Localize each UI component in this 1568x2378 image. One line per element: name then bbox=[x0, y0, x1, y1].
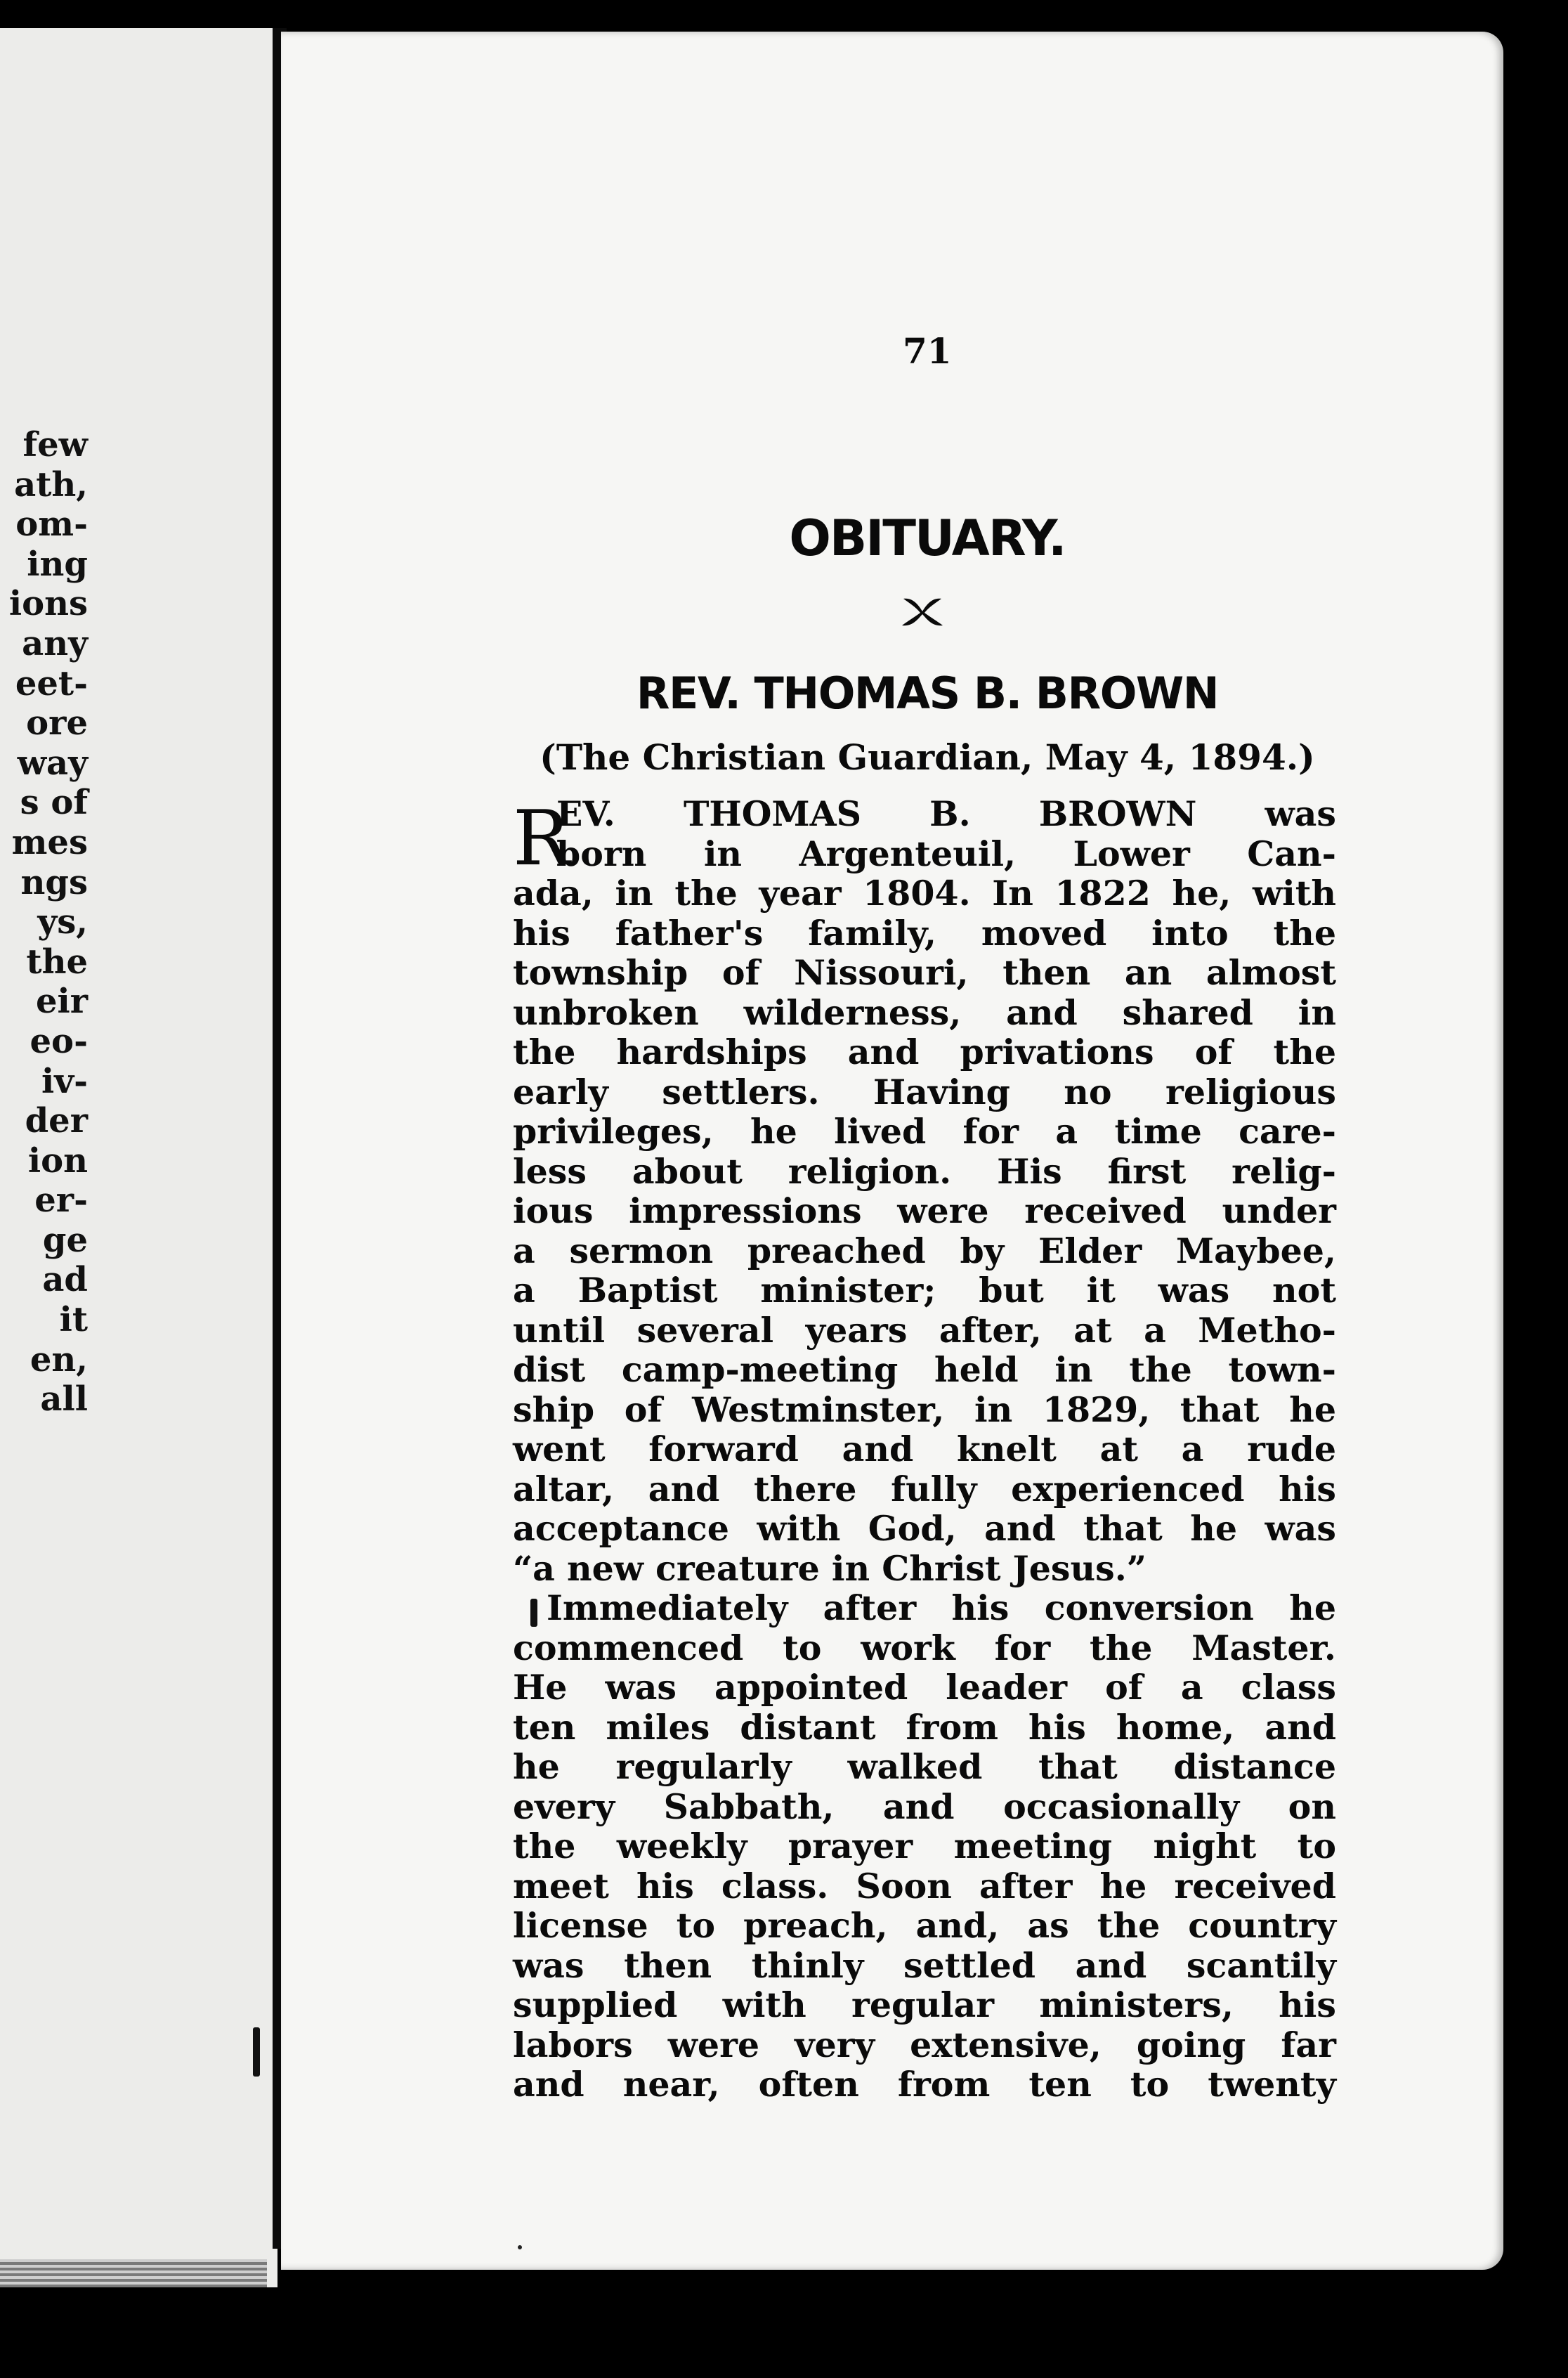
text-line: EV. THOMAS B. BROWN was bbox=[556, 793, 1336, 834]
left-line: ions bbox=[8, 584, 88, 624]
text-line: a Baptist minister; but it was not bbox=[513, 1270, 1336, 1311]
text-line: his father's family, moved into the bbox=[513, 912, 1336, 954]
left-line: eet- bbox=[15, 663, 88, 703]
paragraph-1 bbox=[513, 794, 1336, 1588]
text-line: labors were very extensive, going far bbox=[513, 2024, 1336, 2065]
text-line: born in Argenteuil, Lower Can- bbox=[556, 833, 1336, 874]
left-line: ngs bbox=[20, 862, 88, 902]
text-line: went forward and knelt at a rude bbox=[513, 1429, 1336, 1469]
text-line: meet his class. Soon after he received bbox=[513, 1865, 1336, 1906]
text-line: the hardships and privations of the bbox=[513, 1032, 1336, 1072]
left-line: ge bbox=[42, 1220, 88, 1260]
page-title: OBITUARY. bbox=[789, 509, 1066, 567]
page-edge-stack bbox=[0, 2259, 267, 2287]
left-line: om- bbox=[15, 505, 88, 545]
left-line: en, bbox=[30, 1339, 88, 1379]
left-line: ad bbox=[42, 1260, 88, 1300]
text-line: was then thinly settled and scantily bbox=[513, 1944, 1336, 1986]
text-line: commenced to work for the Master. bbox=[513, 1627, 1336, 1668]
text-line: he regularly walked that distance bbox=[513, 1746, 1336, 1787]
drop-cap: R bbox=[513, 795, 570, 883]
left-line: der bbox=[25, 1101, 88, 1141]
source-citation: (The Christian Guardian, May 4, 1894.) bbox=[540, 736, 1315, 778]
text-line: less about religion. His first relig- bbox=[513, 1150, 1336, 1192]
text-line: Immediately after his conversion he bbox=[547, 1587, 1336, 1628]
text-line: He was appointed leader of a class bbox=[513, 1667, 1336, 1708]
text-line: supplied with regular ministers, his bbox=[513, 1984, 1336, 2025]
fleuron-icon bbox=[898, 590, 947, 632]
left-page-fragment bbox=[0, 28, 277, 2287]
left-line: er- bbox=[34, 1181, 88, 1221]
text-line: altar, and there fully experienced his bbox=[513, 1468, 1336, 1509]
text-line: license to preach, and, as the country bbox=[513, 1905, 1336, 1946]
obituary-name: REV. THOMAS B. BROWN bbox=[636, 668, 1219, 719]
text-line: dist camp-meeting held in the town- bbox=[513, 1349, 1336, 1390]
left-line: iv- bbox=[41, 1061, 88, 1101]
text-line: until several years after, at a Metho- bbox=[513, 1309, 1336, 1351]
left-line: eo- bbox=[30, 1021, 88, 1061]
left-line: the bbox=[26, 942, 88, 982]
left-line: ys, bbox=[37, 902, 88, 942]
text-line: the weekly prayer meeting night to bbox=[513, 1826, 1336, 1866]
page-number: 71 bbox=[903, 330, 952, 372]
left-line: s of bbox=[20, 783, 88, 823]
text-line: every Sabbath, and occasionally on bbox=[513, 1786, 1336, 1827]
text-line: ten miles distant from his home, and bbox=[513, 1706, 1336, 1748]
left-line: all bbox=[40, 1379, 88, 1419]
text-line: and near, often from ten to twenty bbox=[513, 2064, 1336, 2105]
text-line: ada, in the year 1804. In 1822 he, with bbox=[513, 873, 1336, 914]
text-line: ious impressions were received under bbox=[513, 1190, 1336, 1231]
text-line: township of Nissouri, then an almost bbox=[513, 952, 1336, 993]
text-line: unbroken wilderness, and shared in bbox=[513, 992, 1336, 1033]
left-line: few bbox=[22, 425, 88, 464]
left-page-text bbox=[0, 425, 88, 1419]
left-line: ion bbox=[27, 1141, 88, 1181]
text-line: “a new creature in Christ Jesus.” bbox=[513, 1547, 1146, 1589]
obituary-body bbox=[513, 794, 1336, 2105]
left-line: any bbox=[22, 623, 88, 663]
left-line: eir bbox=[35, 982, 88, 1022]
text-line: acceptance with God, and that he was bbox=[513, 1508, 1336, 1549]
left-line: way bbox=[17, 743, 88, 783]
left-line: ath, bbox=[14, 464, 88, 505]
text-line: a sermon preached by Elder Maybee, bbox=[513, 1230, 1336, 1271]
left-line: ing bbox=[27, 544, 88, 584]
left-line: ore bbox=[26, 703, 88, 743]
text-line: early settlers. Having no religious bbox=[513, 1071, 1336, 1112]
left-line: mes bbox=[11, 822, 88, 862]
text-line: ship of Westminster, in 1829, that he bbox=[513, 1389, 1336, 1430]
left-line: it bbox=[59, 1300, 88, 1340]
text-line: privileges, he lived for a time care- bbox=[513, 1111, 1336, 1152]
paragraph-2 bbox=[513, 1588, 1336, 2105]
